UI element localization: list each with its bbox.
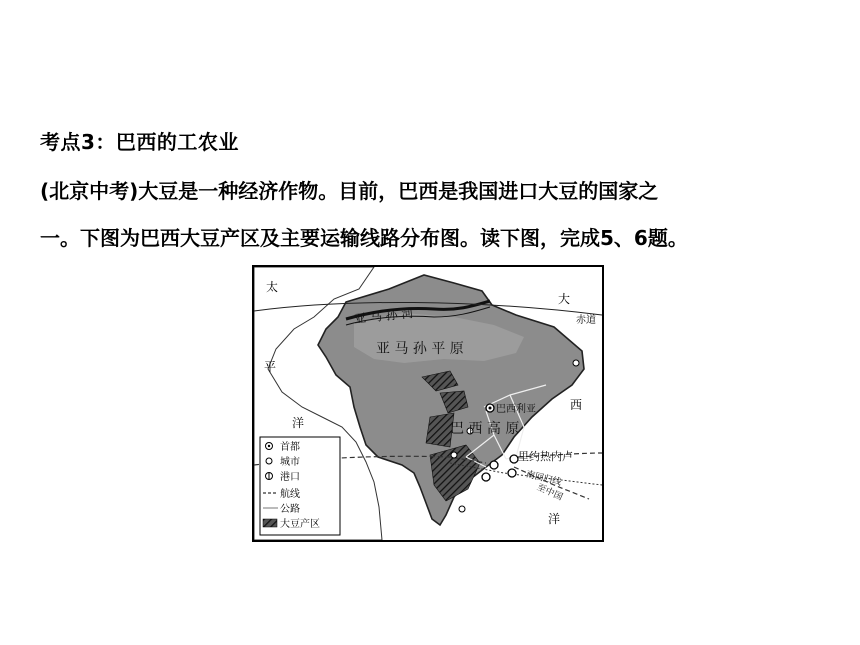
label-capital: 巴西利亚: [496, 404, 536, 415]
label-atlantic-2: 西: [570, 398, 583, 412]
section-heading: 考点3：巴西的工农业: [40, 130, 239, 154]
legend-capital-label: 首都: [280, 442, 300, 453]
brazil-soybean-map: [252, 265, 604, 542]
legend-sea-route-label: 航线: [280, 489, 300, 500]
label-pacific-3: 洋: [292, 416, 305, 430]
legend-city-icon: [266, 458, 272, 464]
label-plateau: 巴 西 高 原: [450, 421, 520, 437]
legend-port-label: 港口: [280, 472, 300, 483]
label-amazon-river: 亚 马 孙 河: [353, 306, 415, 327]
legend-city-label: 城市: [280, 457, 300, 468]
legend-road-label: 公路: [280, 504, 300, 515]
label-pacific-1: 太: [266, 280, 279, 294]
label-equator: 赤道: [576, 315, 596, 326]
legend-soybean-label: 大豆产区: [280, 519, 320, 530]
label-amazon-plain: 亚 马 孙 平 原: [376, 341, 464, 357]
label-rio: 里约热内卢: [518, 450, 573, 463]
city-marker: [459, 506, 465, 512]
label-pacific-2: 平: [264, 360, 277, 374]
label-atlantic-3: 洋: [548, 512, 561, 526]
label-atlantic-1: 大: [558, 292, 571, 306]
port-marker: [482, 473, 490, 481]
port-marker: [508, 469, 516, 477]
legend-soybean-icon: [263, 519, 277, 527]
question-text-line-2: 一。下图为巴西大豆产区及主要运输线路分布图。读下图，完成5、6题。: [40, 226, 688, 250]
port-marker: [490, 461, 498, 469]
label-tropic: 南回归线: [524, 469, 563, 489]
city-marker: [573, 360, 579, 366]
question-text-line-1: (北京中考)大豆是一种经济作物。目前，巴西是我国进口大豆的国家之: [40, 179, 659, 203]
city-marker: [451, 452, 457, 458]
label-to-china: 至中国: [535, 482, 564, 503]
port-marker: [510, 455, 518, 463]
